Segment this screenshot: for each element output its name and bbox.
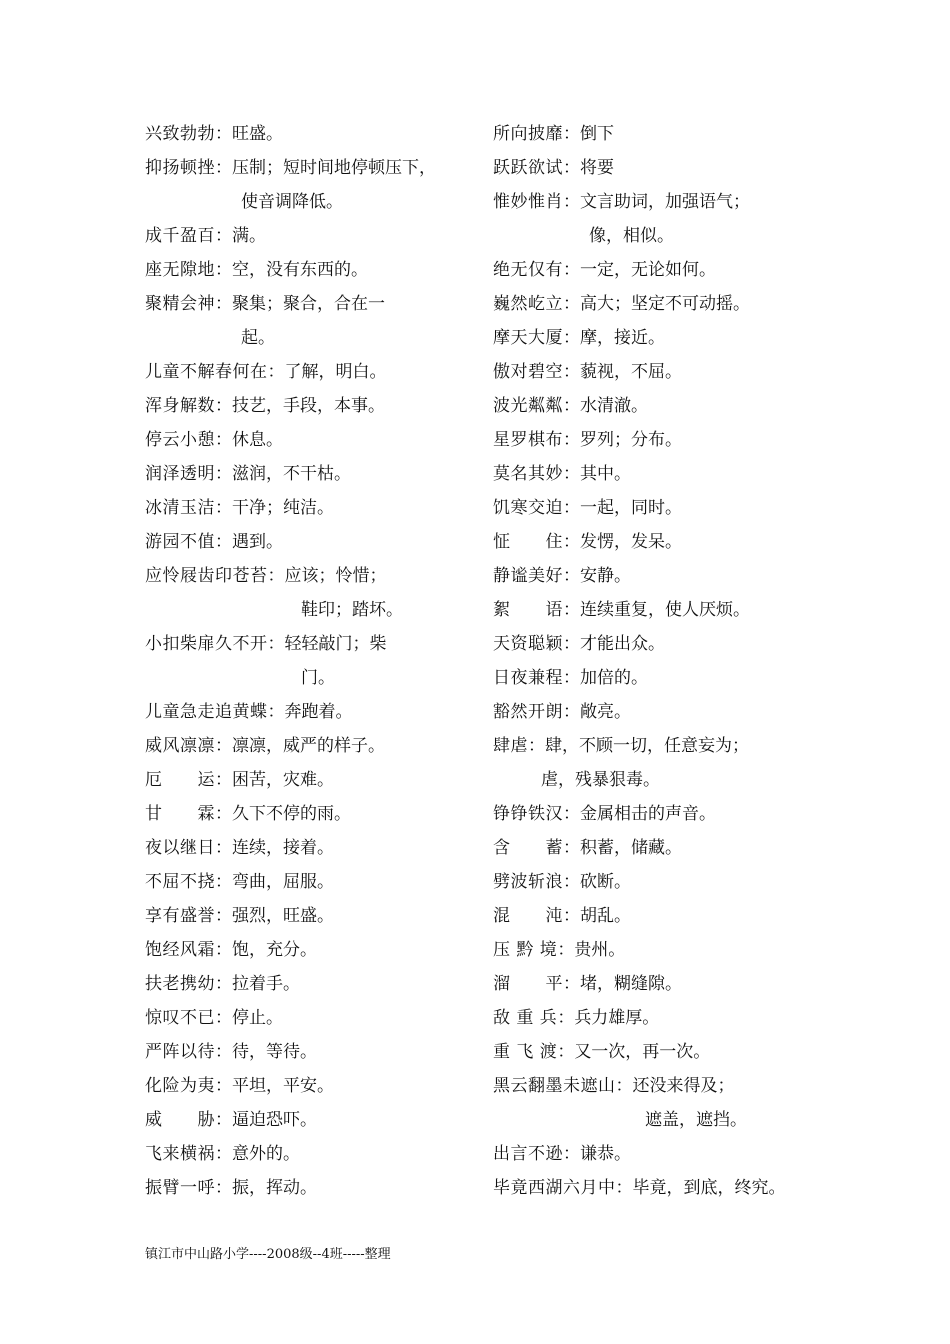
vocab-entry [493, 797, 813, 831]
vocab-entry [145, 933, 475, 967]
vocab-definition: 饱，充分。 [232, 940, 317, 960]
separator: ： [615, 1076, 633, 1096]
vocab-definition: 水清澈。 [580, 396, 648, 416]
vocab-entry [493, 729, 813, 763]
vocab-term: 劈波斩浪 [493, 872, 563, 892]
separator: ： [563, 702, 580, 722]
definition-continuation: 虐，残暴狠毒。 [541, 770, 660, 790]
vocab-term: 冰清玉洁 [145, 498, 215, 518]
vocab-entry [493, 967, 813, 1001]
separator: ： [563, 192, 580, 212]
vocab-definition: 摩，接近。 [580, 328, 665, 348]
vocab-definition: 弯曲，屈服。 [232, 872, 334, 892]
separator: ： [215, 464, 232, 484]
vocab-term: 饥寒交迫 [493, 498, 563, 518]
vocab-term: 傲对碧空 [493, 362, 563, 382]
vocab-entry [493, 627, 813, 661]
vocab-entry [493, 831, 813, 865]
vocab-entry [493, 389, 813, 423]
separator: ： [563, 430, 580, 450]
vocab-term: 振臂一呼 [145, 1178, 215, 1198]
vocab-term: 享有盛誉 [145, 906, 215, 926]
vocab-term: 润泽透明 [145, 464, 215, 484]
separator: ： [563, 872, 580, 892]
vocab-definition: 一定，无论如何。 [580, 260, 716, 280]
right-column [493, 117, 813, 1205]
vocab-term: 扶老携幼 [145, 974, 215, 994]
vocab-term: 絮 语 [493, 600, 563, 620]
vocab-definition: 安静。 [580, 566, 631, 586]
definition-continuation: 门。 [301, 668, 335, 688]
separator: ： [215, 872, 232, 892]
vocab-entry [145, 1137, 475, 1171]
vocab-entry [145, 1069, 475, 1103]
vocab-entry [493, 287, 813, 321]
vocab-term: 豁然开朗 [493, 702, 563, 722]
vocab-term: 所向披靡 [493, 124, 563, 144]
separator: ： [563, 906, 580, 926]
vocab-definition: 罗列；分布。 [580, 430, 682, 450]
separator: ： [215, 498, 232, 518]
vocab-term: 甘 霖 [145, 804, 215, 824]
vocab-term: 绝无仅有 [493, 260, 563, 280]
separator: ： [563, 362, 580, 382]
vocab-entry [145, 797, 475, 831]
vocab-entry [493, 559, 813, 593]
separator: ： [215, 974, 232, 994]
vocab-entry [493, 593, 813, 627]
definition-continuation: 使音调降低。 [241, 192, 343, 212]
vocab-definition: 休息。 [232, 430, 283, 450]
vocab-term: 重 飞 渡 [493, 1042, 558, 1062]
vocab-entry [145, 899, 475, 933]
separator: ： [215, 226, 232, 246]
vocab-entry [145, 457, 475, 491]
vocab-definition: 拉着手。 [232, 974, 300, 994]
vocab-entry [493, 1137, 813, 1171]
vocab-term: 静谧美好 [493, 566, 563, 586]
separator: ： [563, 294, 580, 314]
separator: ： [215, 736, 232, 756]
vocab-entry [145, 491, 475, 525]
separator: ： [563, 328, 580, 348]
vocab-definition: 又一次，再一次。 [574, 1042, 711, 1062]
vocab-entry [493, 1069, 813, 1103]
separator: ： [563, 396, 580, 416]
vocab-definition: 压制；短时间地停顿压下， [232, 158, 436, 178]
separator: ： [215, 940, 232, 960]
vocab-term: 日夜兼程 [493, 668, 563, 688]
vocab-entry [145, 389, 475, 423]
vocab-term: 威 胁 [145, 1110, 215, 1130]
vocab-term: 天资聪颖 [493, 634, 563, 654]
vocab-term: 星罗棋布 [493, 430, 563, 450]
vocab-term: 不屈不挠 [145, 872, 215, 892]
separator: ： [267, 634, 285, 654]
vocab-definition: 空，没有东西的。 [232, 260, 368, 280]
vocab-definition: 连续，接着。 [232, 838, 334, 858]
vocab-definition: 倒下 [580, 124, 614, 144]
vocab-entry [145, 559, 475, 593]
vocab-term: 成千盈百 [145, 226, 215, 246]
vocab-definition: 一起，同时。 [580, 498, 682, 518]
separator: ： [215, 1178, 232, 1198]
vocab-term: 儿童急走追黄蝶 [145, 702, 268, 722]
separator: ： [215, 1110, 232, 1130]
vocab-definition: 谦恭。 [580, 1144, 631, 1164]
separator: ： [215, 1076, 232, 1096]
separator: ： [267, 362, 285, 382]
footer-note: 镇江市中山路小学----2008级--4班-----整理 [145, 1247, 391, 1262]
vocab-term: 停云小憩 [145, 430, 215, 450]
vocab-definition: 旺盛。 [232, 124, 283, 144]
vocab-entry [493, 321, 813, 355]
separator: ： [563, 464, 580, 484]
vocab-definition: 高大；坚定不可动摇。 [580, 294, 750, 314]
vocab-definition: 待，等待。 [232, 1042, 317, 1062]
vocab-entry [145, 423, 475, 457]
separator: ： [563, 158, 580, 178]
vocab-entry [493, 661, 813, 695]
vocab-definition: 积蓄，储藏。 [580, 838, 682, 858]
separator: ： [563, 804, 580, 824]
vocab-entry [145, 1171, 475, 1205]
separator: ： [215, 1042, 232, 1062]
vocab-entry [145, 287, 475, 321]
vocab-term: 摩天大厦 [493, 328, 563, 348]
vocab-term: 惟妙惟肖 [493, 192, 563, 212]
vocab-definition: 才能出众。 [580, 634, 665, 654]
separator: ： [215, 1144, 232, 1164]
vocab-definition: 藐视，不屈。 [580, 362, 682, 382]
vocab-entry [493, 525, 813, 559]
vocab-entry [145, 1035, 475, 1069]
vocab-entry [493, 933, 813, 967]
vocab-term: 游园不值 [145, 532, 215, 552]
vocab-entry [145, 1103, 475, 1137]
vocab-entry [145, 355, 475, 389]
vocab-definition: 将要 [580, 158, 614, 178]
vocab-definition: 逼迫恐吓。 [232, 1110, 317, 1130]
vocab-definition: 凛凛，威严的样子。 [232, 736, 385, 756]
vocab-term: 巍然屹立 [493, 294, 563, 314]
vocab-term: 威风凛凛 [145, 736, 215, 756]
separator: ： [563, 838, 580, 858]
vocab-entry [493, 865, 813, 899]
vocab-entry [493, 151, 813, 185]
vocab-definition: 砍断。 [580, 872, 631, 892]
vocab-entry [145, 627, 475, 661]
separator: ： [215, 124, 232, 144]
vocab-term: 压 黔 境 [493, 940, 558, 960]
vocab-entry [145, 219, 475, 253]
vocab-definition: 久下不停的雨。 [232, 804, 351, 824]
separator: ： [267, 566, 285, 586]
separator: ： [557, 940, 575, 960]
separator: ： [563, 668, 580, 688]
vocab-entry [145, 1001, 475, 1035]
separator: ： [215, 770, 232, 790]
vocab-entry [145, 117, 475, 151]
vocab-term: 跃跃欲试 [493, 158, 563, 178]
vocab-term: 兴致勃勃 [145, 124, 215, 144]
definition-continuation: 像，相似。 [589, 226, 674, 246]
vocab-definition: 奔跑着。 [284, 702, 353, 722]
vocab-definition: 意外的。 [232, 1144, 300, 1164]
separator: ： [215, 396, 232, 416]
vocab-term: 厄 运 [145, 770, 215, 790]
vocab-entry [493, 457, 813, 491]
vocab-term: 莫名其妙 [493, 464, 563, 484]
vocab-definition: 困苦，灾难。 [232, 770, 334, 790]
vocab-entry [493, 695, 813, 729]
separator: ： [563, 634, 580, 654]
separator: ： [215, 158, 232, 178]
separator: ： [267, 702, 285, 722]
definition-continuation: 起。 [241, 328, 275, 348]
vocab-term: 夜以继日 [145, 838, 215, 858]
vocab-entry [493, 117, 813, 151]
definition-continuation: 鞋印；踏坏。 [301, 600, 403, 620]
separator: ： [615, 1178, 633, 1198]
vocab-entry [493, 899, 813, 933]
vocab-definition: 了解，明白。 [284, 362, 387, 382]
vocab-entry [493, 185, 813, 219]
vocab-definition: 金属相击的声音。 [580, 804, 716, 824]
separator: ： [528, 736, 545, 756]
vocab-entry [145, 151, 475, 185]
vocab-term: 毕竟西湖六月中 [493, 1178, 616, 1198]
vocab-definition: 轻轻敲门；柴 [284, 634, 387, 654]
separator: ： [215, 294, 232, 314]
vocab-definition: 聚集；聚合，合在一 [232, 294, 385, 314]
vocab-definition: 兵力雄厚。 [574, 1008, 660, 1028]
separator: ： [563, 600, 580, 620]
separator: ： [563, 974, 580, 994]
vocab-term: 抑扬顿挫 [145, 158, 215, 178]
vocab-term: 儿童不解春何在 [145, 362, 268, 382]
vocab-entry [493, 253, 813, 287]
vocab-entry [493, 1001, 813, 1035]
vocab-entry [145, 253, 475, 287]
separator: ： [215, 804, 232, 824]
vocab-definition: 平坦，平安。 [232, 1076, 334, 1096]
vocab-definition: 胡乱。 [580, 906, 631, 926]
vocab-definition: 堵，糊缝隙。 [580, 974, 682, 994]
vocab-entry [493, 355, 813, 389]
separator: ： [563, 532, 580, 552]
vocab-definition: 连续重复，使人厌烦。 [580, 600, 750, 620]
vocab-term: 溜 平 [493, 974, 563, 994]
vocab-definition: 毕竟，到底，终究。 [632, 1178, 786, 1198]
vocab-term: 严阵以待 [145, 1042, 215, 1062]
vocab-definition: 还没来得及； [632, 1076, 735, 1096]
vocab-definition: 加倍的。 [580, 668, 648, 688]
separator: ： [215, 838, 232, 858]
vocab-definition: 文言助词，加强语气； [580, 192, 750, 212]
separator: ： [563, 1144, 580, 1164]
vocab-term: 波光粼粼 [493, 396, 563, 416]
separator: ： [563, 566, 580, 586]
separator: ： [215, 1008, 232, 1028]
vocab-term: 飞来横祸 [145, 1144, 215, 1164]
vocab-definition: 技艺，手段，本事。 [232, 396, 385, 416]
vocab-entry [145, 967, 475, 1001]
vocab-term: 聚精会神 [145, 294, 215, 314]
separator: ： [563, 124, 580, 144]
separator: ： [563, 260, 580, 280]
vocab-definition: 滋润，不干枯。 [232, 464, 351, 484]
vocab-term: 出言不逊 [493, 1144, 563, 1164]
vocab-term: 混 沌 [493, 906, 563, 926]
vocab-definition: 满。 [232, 226, 266, 246]
vocab-term: 怔 住 [493, 532, 563, 552]
vocab-term: 饱经风霜 [145, 940, 215, 960]
vocab-definition: 发愣，发呆。 [580, 532, 682, 552]
vocab-term: 惊叹不已 [145, 1008, 215, 1028]
left-column [145, 117, 475, 1205]
vocab-entry [493, 423, 813, 457]
vocab-definition: 强烈，旺盛。 [232, 906, 334, 926]
vocab-entry [493, 491, 813, 525]
separator: ： [557, 1042, 575, 1062]
vocab-definition: 停止。 [232, 1008, 283, 1028]
vocab-term: 黑云翻墨未遮山 [493, 1076, 616, 1096]
vocab-term: 铮铮铁汉 [493, 804, 563, 824]
vocab-definition: 肆，不顾一切，任意妄为； [545, 736, 749, 756]
vocab-term: 应怜屐齿印苍苔 [145, 566, 268, 586]
vocab-definition: 敞亮。 [580, 702, 631, 722]
separator: ： [215, 906, 232, 926]
definition-continuation: 遮盖，遮挡。 [645, 1110, 747, 1130]
vocab-entry [145, 729, 475, 763]
vocab-entry [145, 763, 475, 797]
separator: ： [563, 498, 580, 518]
vocab-term: 敌 重 兵 [493, 1008, 558, 1028]
vocab-term: 化险为夷 [145, 1076, 215, 1096]
separator: ： [215, 260, 232, 280]
vocab-definition: 振，挥动。 [232, 1178, 317, 1198]
vocab-definition: 应该；怜惜； [284, 566, 387, 586]
vocab-term: 座无隙地 [145, 260, 215, 280]
vocab-term: 小扣柴扉久不开 [145, 634, 268, 654]
vocab-entry [493, 1171, 813, 1205]
separator: ： [557, 1008, 575, 1028]
vocab-entry [493, 1035, 813, 1069]
vocab-entry [145, 525, 475, 559]
vocab-definition: 贵州。 [574, 940, 626, 960]
vocab-entry [145, 695, 475, 729]
vocab-entry [145, 831, 475, 865]
vocab-term: 含 蓄 [493, 838, 563, 858]
separator: ： [215, 430, 232, 450]
vocab-term: 肆虐 [493, 736, 528, 756]
vocab-definition: 遇到。 [232, 532, 283, 552]
separator: ： [215, 532, 232, 552]
vocab-definition: 干净；纯洁。 [232, 498, 334, 518]
vocab-entry [145, 865, 475, 899]
vocab-definition: 其中。 [580, 464, 631, 484]
vocab-term: 浑身解数 [145, 396, 215, 416]
